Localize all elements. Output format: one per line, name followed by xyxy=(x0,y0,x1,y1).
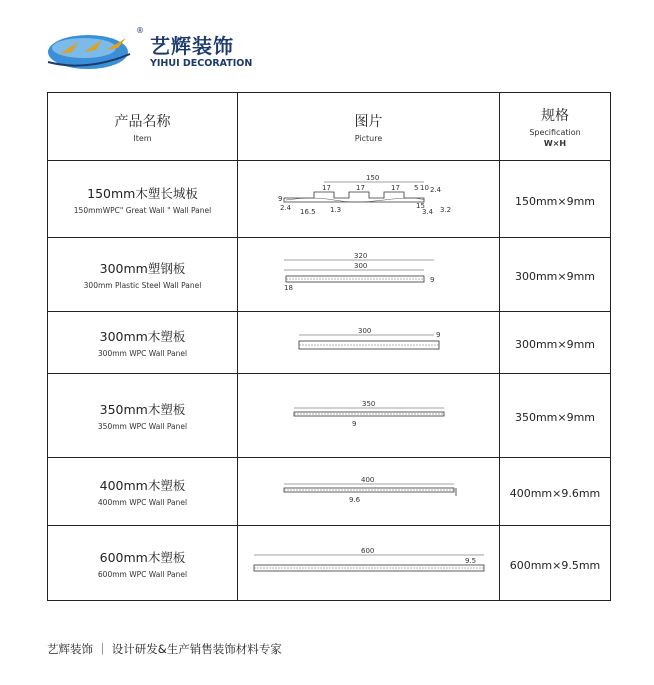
table-row xyxy=(48,161,611,238)
table-row xyxy=(48,526,611,601)
product-drawing xyxy=(238,458,500,526)
svg-text:300: 300 xyxy=(353,261,367,270)
table-row xyxy=(48,312,611,374)
svg-text:18: 18 xyxy=(283,283,293,292)
product-spec: 400mm×9.6mm xyxy=(500,458,611,526)
product-name: 600mm木塑板 600mm WPC Wall Panel xyxy=(48,526,238,601)
svg-text:2.4: 2.4 xyxy=(279,204,291,212)
table-row xyxy=(48,238,611,312)
product-spec-table xyxy=(47,92,611,601)
svg-text:1.3: 1.3 xyxy=(329,206,341,214)
svg-text:9: 9 xyxy=(351,419,356,428)
profile-drawing-350-wpc xyxy=(274,398,464,434)
svg-text:2.4: 2.4 xyxy=(429,186,441,194)
profile-drawing-150 xyxy=(274,174,464,224)
footer-tagline: 艺辉装饰 ｜ 设计研发&生产销售装饰材料专家 xyxy=(47,642,282,656)
product-spec: 300mm×9mm xyxy=(500,312,611,374)
table-row xyxy=(48,374,611,458)
svg-text:150: 150 xyxy=(365,174,379,182)
swoosh-logo-icon xyxy=(46,28,142,74)
svg-text:9.5: 9.5 xyxy=(464,557,476,565)
svg-text:9: 9 xyxy=(435,330,440,339)
svg-text:300: 300 xyxy=(357,326,371,335)
profile-drawing-600-wpc xyxy=(249,545,489,581)
product-name: 350mm木塑板 350mm WPC Wall Panel xyxy=(48,374,238,458)
svg-text:9: 9 xyxy=(277,195,282,203)
brand-logo xyxy=(46,28,276,74)
svg-text:17: 17 xyxy=(321,184,331,192)
product-name: 300mm塑钢板 300mm Plastic Steel Wall Panel xyxy=(48,238,238,312)
svg-text:3.2: 3.2 xyxy=(439,206,451,214)
svg-text:600: 600 xyxy=(360,547,374,555)
profile-drawing-300-steel xyxy=(274,252,464,298)
svg-text:9.6: 9.6 xyxy=(348,495,360,504)
product-spec: 300mm×9mm xyxy=(500,238,611,312)
svg-text:17: 17 xyxy=(355,184,365,192)
svg-text:10: 10 xyxy=(419,184,429,192)
svg-text:400: 400 xyxy=(360,475,374,484)
svg-text:15: 15 xyxy=(415,202,425,210)
product-drawing xyxy=(238,312,500,374)
table-row xyxy=(48,458,611,526)
product-spec: 600mm×9.5mm xyxy=(500,526,611,601)
product-spec: 350mm×9mm xyxy=(500,374,611,458)
product-name: 400mm木塑板 400mm WPC Wall Panel xyxy=(48,458,238,526)
svg-text:17: 17 xyxy=(390,184,400,192)
product-drawing xyxy=(238,374,500,458)
profile-drawing-300-wpc xyxy=(274,325,464,361)
header-specification: 规格 Specification W×H xyxy=(500,93,611,161)
svg-text:350: 350 xyxy=(361,399,375,408)
brand-name-cn: 艺辉装饰 xyxy=(150,34,234,58)
registered-mark: ® xyxy=(136,26,144,35)
svg-text:9: 9 xyxy=(429,275,434,284)
svg-text:3.4: 3.4 xyxy=(421,208,433,216)
header-item: 产品名称 Item xyxy=(48,93,238,161)
product-drawing xyxy=(238,238,500,312)
product-name: 300mm木塑板 300mm WPC Wall Panel xyxy=(48,312,238,374)
svg-text:320: 320 xyxy=(353,251,367,260)
svg-text:16.5: 16.5 xyxy=(299,208,316,216)
product-name: 150mm木塑长城板 150mmWPC" Great Wall " Wall Panel xyxy=(48,161,238,238)
svg-text:5: 5 xyxy=(413,184,418,192)
header-picture: 图片 Picture xyxy=(238,93,500,161)
product-drawing xyxy=(238,161,500,238)
table-header-row xyxy=(48,93,611,161)
product-spec: 150mm×9mm xyxy=(500,161,611,238)
profile-drawing-400-wpc xyxy=(269,474,469,510)
product-drawing xyxy=(238,526,500,601)
brand-name-en: YIHUI DECORATION xyxy=(150,58,253,69)
